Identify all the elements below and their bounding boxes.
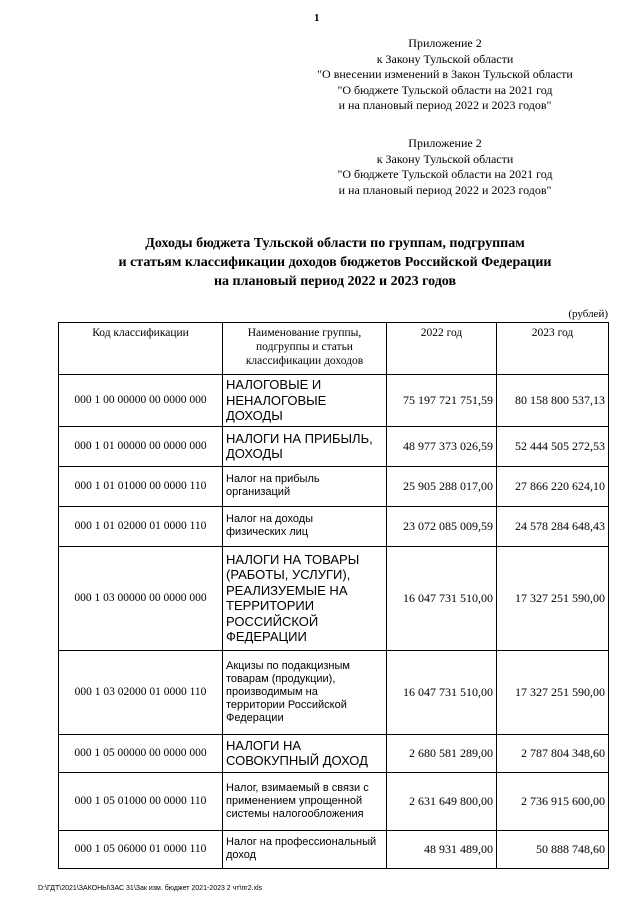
name-line: Налог на профессиональный	[226, 836, 377, 848]
name-line: ДОХОДЫ	[226, 446, 283, 461]
appendix-line: Приложение 2	[408, 136, 482, 150]
table-row	[59, 734, 609, 772]
appendix-header	[290, 36, 600, 114]
name-line: Налог на доходы	[226, 513, 314, 525]
value-2023: 17 327 251 590,00	[497, 546, 609, 650]
name-line: ТЕРРИТОРИИ	[226, 598, 315, 613]
appendix-line: "О внесении изменений в Закон Тульской области	[317, 67, 573, 81]
classification-code: 000 1 01 01000 00 0000 110	[59, 466, 223, 506]
file-path-footer: D:\ГДТ\2021\ЗАКОНЫ\ЗАС 31\Зак изм. бюджет 2021-2023 2 чт\пг2.xls	[38, 885, 263, 892]
name-line: (РАБОТЫ, УСЛУГИ),	[226, 567, 351, 582]
name-line: производимым на	[226, 685, 318, 698]
classification-code: 000 1 05 01000 00 0000 110	[59, 772, 223, 830]
revenue-table	[58, 322, 609, 869]
value-2023: 52 444 505 272,53	[497, 426, 609, 466]
header-line: Наименование группы,	[247, 327, 362, 339]
units-label: (рублей)	[568, 308, 608, 320]
title-line: на плановый период 2022 и 2023 годов	[213, 274, 457, 289]
classification-code: 000 1 05 06000 01 0000 110	[59, 830, 223, 868]
name-line: Акцизы по подакцизным	[226, 659, 350, 672]
header-line: подгруппы и статьи	[256, 341, 353, 353]
appendix-header-original	[290, 136, 600, 198]
revenue-name	[223, 830, 387, 868]
name-line: РЕАЛИЗУЕМЫЕ НА	[226, 582, 348, 598]
appendix-line: к Закону Тульской области	[376, 151, 514, 166]
revenue-name	[223, 650, 387, 734]
table-header-row	[59, 323, 609, 375]
column-header-2023: 2023 год	[497, 323, 609, 375]
name-line: территории Российской	[226, 698, 347, 711]
value-2022: 2 631 649 800,00	[387, 772, 497, 830]
value-2022: 75 197 721 751,59	[387, 375, 497, 427]
appendix-line: и на плановый период 2022 и 2023 годов"	[338, 98, 552, 112]
name-line: СОВОКУПНЫЙ ДОХОД	[226, 753, 368, 768]
value-2022: 48 977 373 026,59	[387, 426, 497, 466]
appendix-line: к Закону Тульской области	[376, 51, 514, 66]
name-line: применением упрощенной	[226, 794, 363, 807]
appendix-line: "О бюджете Тульской области на 2021 год	[337, 82, 553, 97]
value-2022: 25 905 288 017,00	[387, 466, 497, 506]
value-2022: 16 047 731 510,00	[387, 546, 497, 650]
table-row	[59, 466, 609, 506]
column-header-code: Код классификации	[59, 323, 223, 375]
page-number: 1	[314, 12, 320, 24]
revenue-name	[223, 466, 387, 506]
revenue-name	[223, 772, 387, 830]
value-2023: 2 736 915 600,00	[497, 772, 609, 830]
value-2022: 23 072 085 009,59	[387, 506, 497, 546]
name-line: физических лиц	[226, 526, 309, 538]
value-2022: 16 047 731 510,00	[387, 650, 497, 734]
revenue-name	[223, 734, 387, 772]
value-2022: 2 680 581 289,00	[387, 734, 497, 772]
classification-code: 000 1 05 00000 00 0000 000	[59, 734, 223, 772]
revenue-name	[223, 426, 387, 466]
appendix-line: Приложение 2	[408, 36, 482, 50]
classification-code: 000 1 01 02000 01 0000 110	[59, 506, 223, 546]
table-row	[59, 375, 609, 427]
value-2023: 80 158 800 537,13	[497, 375, 609, 427]
table-row	[59, 426, 609, 466]
appendix-line: и на плановый период 2022 и 2023 годов"	[338, 182, 552, 197]
revenue-name	[223, 506, 387, 546]
revenue-name	[223, 546, 387, 650]
name-line: системы налогообложения	[226, 807, 364, 820]
table-row	[59, 772, 609, 830]
name-line: НЕНАЛОГОВЫЕ ДОХОДЫ	[226, 392, 327, 423]
name-line: НАЛОГОВЫЕ И	[226, 377, 322, 392]
revenue-name	[223, 375, 387, 427]
name-line: ФЕДЕРАЦИИ	[226, 629, 307, 644]
title-line: и статьям классификации доходов бюджетов Российской Федерации	[118, 255, 552, 270]
name-line: организаций	[226, 486, 291, 498]
value-2023: 27 866 220 624,10	[497, 466, 609, 506]
table-row	[59, 830, 609, 868]
name-line: Налог, взимаемый в связи с	[226, 781, 369, 794]
table-row	[59, 506, 609, 546]
name-line: НАЛОГИ НА ПРИБЫЛЬ,	[226, 430, 373, 446]
name-line: НАЛОГИ НА	[226, 737, 302, 753]
value-2023: 17 327 251 590,00	[497, 650, 609, 734]
column-header-name	[223, 323, 387, 375]
value-2023: 24 578 284 648,43	[497, 506, 609, 546]
value-2022: 48 931 489,00	[387, 830, 497, 868]
value-2023: 50 888 748,60	[497, 830, 609, 868]
table-row	[59, 546, 609, 650]
classification-code: 000 1 03 02000 01 0000 110	[59, 650, 223, 734]
name-line: Налог на прибыль	[226, 473, 320, 485]
table-row	[59, 650, 609, 734]
value-2023: 2 787 804 348,60	[497, 734, 609, 772]
document-title	[40, 234, 630, 291]
name-line: товарам (продукции),	[226, 672, 336, 685]
classification-code: 000 1 00 00000 00 0000 000	[59, 375, 223, 427]
title-line: Доходы бюджета Тульской области по группам, подгруппам	[145, 236, 525, 251]
appendix-line: "О бюджете Тульской области на 2021 год	[337, 167, 553, 181]
classification-code: 000 1 03 00000 00 0000 000	[59, 546, 223, 650]
name-line: РОССИЙСКОЙ	[226, 613, 319, 629]
name-line: доход	[226, 849, 257, 861]
name-line: Федерации	[226, 711, 284, 724]
column-header-2022: 2022 год	[387, 323, 497, 375]
name-line: НАЛОГИ НА ТОВАРЫ	[226, 551, 360, 567]
header-line: классификации доходов	[245, 355, 364, 367]
classification-code: 000 1 01 00000 00 0000 000	[59, 426, 223, 466]
